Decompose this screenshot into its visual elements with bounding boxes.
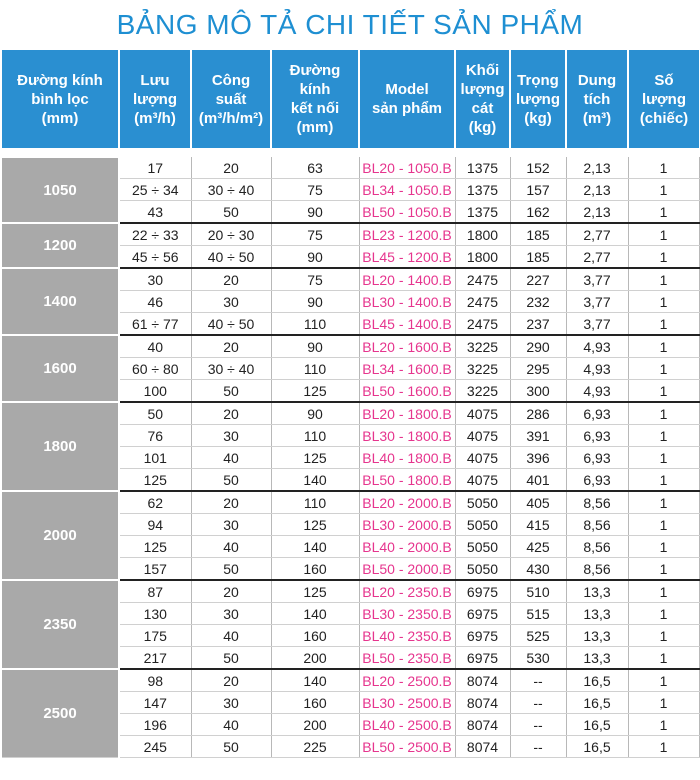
capacity-cell: 20: [191, 491, 271, 514]
connection-diameter-cell: 63: [271, 157, 359, 179]
volume-cell: 16,5: [566, 736, 628, 758]
model-cell: BL20 - 2350.B: [359, 580, 455, 603]
model-cell: BL40 - 1800.B: [359, 447, 455, 469]
quantity-cell: 1: [628, 268, 699, 291]
volume-cell: 16,5: [566, 692, 628, 714]
connection-diameter-cell: 90: [271, 402, 359, 425]
connection-diameter-cell: 90: [271, 246, 359, 269]
quantity-cell: 1: [628, 558, 699, 581]
header-row: [2, 50, 699, 148]
model-cell: BL50 - 2000.B: [359, 558, 455, 581]
weight-cell: 295: [510, 358, 566, 380]
quantity-cell: 1: [628, 157, 699, 179]
quantity-cell: 1: [628, 223, 699, 246]
capacity-cell: 40 ÷ 50: [191, 313, 271, 336]
quantity-cell: 1: [628, 625, 699, 647]
sand-mass-cell: 8074: [455, 692, 510, 714]
sand-mass-cell: 4075: [455, 402, 510, 425]
sand-mass-cell: 4075: [455, 469, 510, 492]
connection-diameter-cell: 140: [271, 603, 359, 625]
connection-diameter-cell: 125: [271, 380, 359, 403]
sand-mass-cell: 5050: [455, 491, 510, 514]
weight-cell: --: [510, 736, 566, 758]
capacity-cell: 30: [191, 291, 271, 313]
model-cell: BL50 - 1800.B: [359, 469, 455, 492]
quantity-cell: 1: [628, 714, 699, 736]
weight-cell: 391: [510, 425, 566, 447]
volume-cell: 6,93: [566, 469, 628, 492]
connection-diameter-cell: 140: [271, 469, 359, 492]
sand-mass-cell: 3225: [455, 335, 510, 358]
weight-cell: --: [510, 692, 566, 714]
sand-mass-cell: 8074: [455, 736, 510, 758]
capacity-cell: 50: [191, 558, 271, 581]
diameter-cell: 2000: [2, 491, 119, 580]
weight-cell: 162: [510, 201, 566, 224]
connection-diameter-cell: 160: [271, 692, 359, 714]
capacity-cell: 20: [191, 157, 271, 179]
flow-rate-cell: 101: [119, 447, 191, 469]
capacity-cell: 30: [191, 425, 271, 447]
connection-diameter-cell: 125: [271, 514, 359, 536]
sand-mass-cell: 6975: [455, 580, 510, 603]
capacity-cell: 20: [191, 580, 271, 603]
connection-diameter-cell: 225: [271, 736, 359, 758]
capacity-cell: 20: [191, 335, 271, 358]
volume-cell: 8,56: [566, 514, 628, 536]
capacity-cell: 40: [191, 447, 271, 469]
weight-cell: 415: [510, 514, 566, 536]
weight-cell: 232: [510, 291, 566, 313]
sand-mass-cell: 1375: [455, 179, 510, 201]
page-title: BẢNG MÔ TẢ CHI TIẾT SẢN PHẨM: [116, 9, 584, 40]
model-cell: BL20 - 2000.B: [359, 491, 455, 514]
weight-cell: 237: [510, 313, 566, 336]
column-header-line: cát: [471, 100, 494, 117]
column-header: [271, 50, 359, 148]
volume-cell: 8,56: [566, 558, 628, 581]
quantity-cell: 1: [628, 179, 699, 201]
weight-cell: 515: [510, 603, 566, 625]
model-cell: BL30 - 1800.B: [359, 425, 455, 447]
column-header-line: Dung: [577, 71, 617, 89]
capacity-cell: 40 ÷ 50: [191, 246, 271, 269]
flow-rate-cell: 94: [119, 514, 191, 536]
volume-cell: 13,3: [566, 625, 628, 647]
quantity-cell: 1: [628, 491, 699, 514]
table-row: [2, 335, 699, 358]
sand-mass-cell: 1800: [455, 223, 510, 246]
quantity-cell: 1: [628, 514, 699, 536]
connection-diameter-cell: 140: [271, 669, 359, 692]
weight-cell: 185: [510, 246, 566, 269]
diameter-cell: 2500: [2, 669, 119, 758]
column-header-line: (kg): [524, 109, 552, 127]
weight-cell: 396: [510, 447, 566, 469]
column-header-line: (chiếc): [639, 109, 689, 127]
flow-rate-cell: 147: [119, 692, 191, 714]
volume-cell: 13,3: [566, 647, 628, 670]
column-header-line: Trọng: [517, 71, 559, 89]
capacity-cell: 50: [191, 647, 271, 670]
table-row: [2, 580, 699, 603]
column-header: [628, 50, 699, 148]
quantity-cell: 1: [628, 246, 699, 269]
sand-mass-cell: 5050: [455, 536, 510, 558]
model-cell: BL30 - 2000.B: [359, 514, 455, 536]
column-header-line: (m³/h): [134, 109, 176, 127]
quantity-cell: 1: [628, 603, 699, 625]
flow-rate-cell: 76: [119, 425, 191, 447]
column-header-line: Số lượng: [641, 71, 687, 108]
model-cell: BL20 - 1400.B: [359, 268, 455, 291]
header-spacer: [2, 148, 699, 157]
model-cell: BL34 - 1600.B: [359, 358, 455, 380]
quantity-cell: 1: [628, 291, 699, 313]
column-header: [2, 50, 119, 148]
flow-rate-cell: 25 ÷ 34: [119, 179, 191, 201]
connection-diameter-cell: 110: [271, 313, 359, 336]
volume-cell: 2,77: [566, 223, 628, 246]
capacity-cell: 40: [191, 536, 271, 558]
flow-rate-cell: 17: [119, 157, 191, 179]
volume-cell: 16,5: [566, 669, 628, 692]
table-row: [2, 491, 699, 514]
column-header-line: Lưu: [140, 71, 170, 89]
capacity-cell: 20: [191, 268, 271, 291]
capacity-cell: 30: [191, 603, 271, 625]
model-cell: BL30 - 1400.B: [359, 291, 455, 313]
model-cell: BL50 - 2350.B: [359, 647, 455, 670]
weight-cell: 152: [510, 157, 566, 179]
column-header: [359, 50, 455, 148]
model-cell: BL23 - 1200.B: [359, 223, 455, 246]
connection-diameter-cell: 90: [271, 335, 359, 358]
table-row: [2, 669, 699, 692]
flow-rate-cell: 130: [119, 603, 191, 625]
spec-table: [2, 50, 700, 758]
column-header-line: Đường kính: [17, 71, 103, 89]
model-cell: BL50 - 2500.B: [359, 736, 455, 758]
flow-rate-cell: 50: [119, 402, 191, 425]
volume-cell: 3,77: [566, 268, 628, 291]
model-cell: BL34 - 1050.B: [359, 179, 455, 201]
capacity-cell: 50: [191, 736, 271, 758]
connection-diameter-cell: 90: [271, 291, 359, 313]
column-header-line: bình lọc: [31, 90, 89, 108]
column-header: [119, 50, 191, 148]
flow-rate-cell: 30: [119, 268, 191, 291]
weight-cell: 157: [510, 179, 566, 201]
quantity-cell: 1: [628, 201, 699, 224]
capacity-cell: 50: [191, 380, 271, 403]
column-header: [455, 50, 510, 148]
flow-rate-cell: 46: [119, 291, 191, 313]
column-header-line: Khối: [465, 62, 500, 79]
sand-mass-cell: 6975: [455, 625, 510, 647]
quantity-cell: 1: [628, 647, 699, 670]
volume-cell: 4,93: [566, 335, 628, 358]
column-header-line: lượng: [460, 81, 505, 98]
column-header-line: (mm): [296, 119, 334, 136]
column-header-line: lượng: [132, 90, 178, 108]
column-header-line: lượng: [515, 90, 561, 108]
quantity-cell: 1: [628, 469, 699, 492]
column-header-line: suất: [215, 90, 247, 108]
flow-rate-cell: 125: [119, 536, 191, 558]
model-cell: BL45 - 1400.B: [359, 313, 455, 336]
sand-mass-cell: 1375: [455, 157, 510, 179]
column-header-line: Công: [211, 71, 251, 89]
connection-diameter-cell: 110: [271, 425, 359, 447]
volume-cell: 6,93: [566, 425, 628, 447]
diameter-cell: 1050: [2, 157, 119, 223]
weight-cell: 300: [510, 380, 566, 403]
table-row: [2, 157, 699, 179]
flow-rate-cell: 217: [119, 647, 191, 670]
volume-cell: 8,56: [566, 536, 628, 558]
sand-mass-cell: 4075: [455, 447, 510, 469]
column-header: [510, 50, 566, 148]
capacity-cell: 50: [191, 201, 271, 224]
quantity-cell: 1: [628, 358, 699, 380]
quantity-cell: 1: [628, 669, 699, 692]
volume-cell: 3,77: [566, 313, 628, 336]
diameter-cell: 1600: [2, 335, 119, 402]
model-cell: BL40 - 2500.B: [359, 714, 455, 736]
weight-cell: 510: [510, 580, 566, 603]
model-cell: BL30 - 2350.B: [359, 603, 455, 625]
weight-cell: 290: [510, 335, 566, 358]
volume-cell: 2,13: [566, 201, 628, 224]
volume-cell: 2,13: [566, 157, 628, 179]
flow-rate-cell: 245: [119, 736, 191, 758]
model-cell: BL45 - 1200.B: [359, 246, 455, 269]
connection-diameter-cell: 110: [271, 358, 359, 380]
model-cell: BL40 - 2000.B: [359, 536, 455, 558]
quantity-cell: 1: [628, 313, 699, 336]
sand-mass-cell: 5050: [455, 514, 510, 536]
table-row: [2, 268, 699, 291]
weight-cell: 286: [510, 402, 566, 425]
volume-cell: 8,56: [566, 491, 628, 514]
flow-rate-cell: 62: [119, 491, 191, 514]
sand-mass-cell: 8074: [455, 714, 510, 736]
flow-rate-cell: 175: [119, 625, 191, 647]
diameter-cell: 2350: [2, 580, 119, 669]
model-cell: BL20 - 1600.B: [359, 335, 455, 358]
weight-cell: 430: [510, 558, 566, 581]
column-header-line: (kg): [468, 119, 497, 136]
flow-rate-cell: 100: [119, 380, 191, 403]
volume-cell: 13,3: [566, 603, 628, 625]
column-header-line: sản phẩm: [371, 100, 443, 117]
model-cell: BL20 - 1800.B: [359, 402, 455, 425]
connection-diameter-cell: 140: [271, 536, 359, 558]
sand-mass-cell: 2475: [455, 313, 510, 336]
volume-cell: 4,93: [566, 380, 628, 403]
connection-diameter-cell: 110: [271, 491, 359, 514]
weight-cell: 425: [510, 536, 566, 558]
flow-rate-cell: 43: [119, 201, 191, 224]
capacity-cell: 30: [191, 692, 271, 714]
weight-cell: 525: [510, 625, 566, 647]
column-header-line: Đường kính: [289, 62, 341, 98]
quantity-cell: 1: [628, 692, 699, 714]
flow-rate-cell: 98: [119, 669, 191, 692]
connection-diameter-cell: 160: [271, 625, 359, 647]
capacity-cell: 30 ÷ 40: [191, 358, 271, 380]
capacity-cell: 20: [191, 669, 271, 692]
capacity-cell: 40: [191, 714, 271, 736]
flow-rate-cell: 157: [119, 558, 191, 581]
table-row: [2, 402, 699, 425]
flow-rate-cell: 60 ÷ 80: [119, 358, 191, 380]
connection-diameter-cell: 160: [271, 558, 359, 581]
column-header-line: (m³/h/m²): [198, 109, 264, 127]
table-row: [2, 223, 699, 246]
weight-cell: --: [510, 669, 566, 692]
weight-cell: 185: [510, 223, 566, 246]
flow-rate-cell: 45 ÷ 56: [119, 246, 191, 269]
sand-mass-cell: 5050: [455, 558, 510, 581]
weight-cell: 401: [510, 469, 566, 492]
table-body: [2, 148, 699, 758]
capacity-cell: 30 ÷ 40: [191, 179, 271, 201]
flow-rate-cell: 196: [119, 714, 191, 736]
model-cell: BL40 - 2350.B: [359, 625, 455, 647]
volume-cell: 16,5: [566, 714, 628, 736]
diameter-cell: 1400: [2, 268, 119, 335]
quantity-cell: 1: [628, 447, 699, 469]
model-cell: BL50 - 1050.B: [359, 201, 455, 224]
connection-diameter-cell: 200: [271, 714, 359, 736]
sand-mass-cell: 6975: [455, 647, 510, 670]
flow-rate-cell: 87: [119, 580, 191, 603]
volume-cell: 2,13: [566, 179, 628, 201]
quantity-cell: 1: [628, 380, 699, 403]
quantity-cell: 1: [628, 580, 699, 603]
flow-rate-cell: 61 ÷ 77: [119, 313, 191, 336]
weight-cell: --: [510, 714, 566, 736]
column-header-line: kết nối: [290, 100, 340, 117]
volume-cell: 2,77: [566, 246, 628, 269]
model-cell: BL50 - 1600.B: [359, 380, 455, 403]
sand-mass-cell: 2475: [455, 291, 510, 313]
sand-mass-cell: 6975: [455, 603, 510, 625]
sand-mass-cell: 1375: [455, 201, 510, 224]
capacity-cell: 20 ÷ 30: [191, 223, 271, 246]
quantity-cell: 1: [628, 536, 699, 558]
volume-cell: 6,93: [566, 447, 628, 469]
sand-mass-cell: 1800: [455, 246, 510, 269]
model-cell: BL20 - 2500.B: [359, 669, 455, 692]
sand-mass-cell: 2475: [455, 268, 510, 291]
connection-diameter-cell: 125: [271, 447, 359, 469]
connection-diameter-cell: 125: [271, 580, 359, 603]
sand-mass-cell: 8074: [455, 669, 510, 692]
quantity-cell: 1: [628, 335, 699, 358]
weight-cell: 405: [510, 491, 566, 514]
sand-mass-cell: 3225: [455, 358, 510, 380]
flow-rate-cell: 22 ÷ 33: [119, 223, 191, 246]
weight-cell: 227: [510, 268, 566, 291]
column-header-line: (mm): [41, 109, 79, 127]
flow-rate-cell: 40: [119, 335, 191, 358]
volume-cell: 6,93: [566, 402, 628, 425]
sand-mass-cell: 4075: [455, 425, 510, 447]
model-cell: BL20 - 1050.B: [359, 157, 455, 179]
connection-diameter-cell: 75: [271, 179, 359, 201]
quantity-cell: 1: [628, 402, 699, 425]
flow-rate-cell: 125: [119, 469, 191, 492]
sand-mass-cell: 3225: [455, 380, 510, 403]
column-header-line: tích: [583, 90, 611, 108]
connection-diameter-cell: 75: [271, 223, 359, 246]
column-header: [191, 50, 271, 148]
capacity-cell: 30: [191, 514, 271, 536]
diameter-cell: 1800: [2, 402, 119, 491]
connection-diameter-cell: 75: [271, 268, 359, 291]
volume-cell: 13,3: [566, 580, 628, 603]
capacity-cell: 50: [191, 469, 271, 492]
column-header: [566, 50, 628, 148]
weight-cell: 530: [510, 647, 566, 670]
volume-cell: 4,93: [566, 358, 628, 380]
spacer-cell: [2, 148, 699, 157]
volume-cell: 3,77: [566, 291, 628, 313]
connection-diameter-cell: 90: [271, 201, 359, 224]
model-cell: BL30 - 2500.B: [359, 692, 455, 714]
diameter-cell: 1200: [2, 223, 119, 268]
connection-diameter-cell: 200: [271, 647, 359, 670]
capacity-cell: 20: [191, 402, 271, 425]
quantity-cell: 1: [628, 736, 699, 758]
quantity-cell: 1: [628, 425, 699, 447]
capacity-cell: 40: [191, 625, 271, 647]
column-header-line: Model: [385, 81, 429, 98]
column-header-line: (m³): [582, 109, 612, 127]
